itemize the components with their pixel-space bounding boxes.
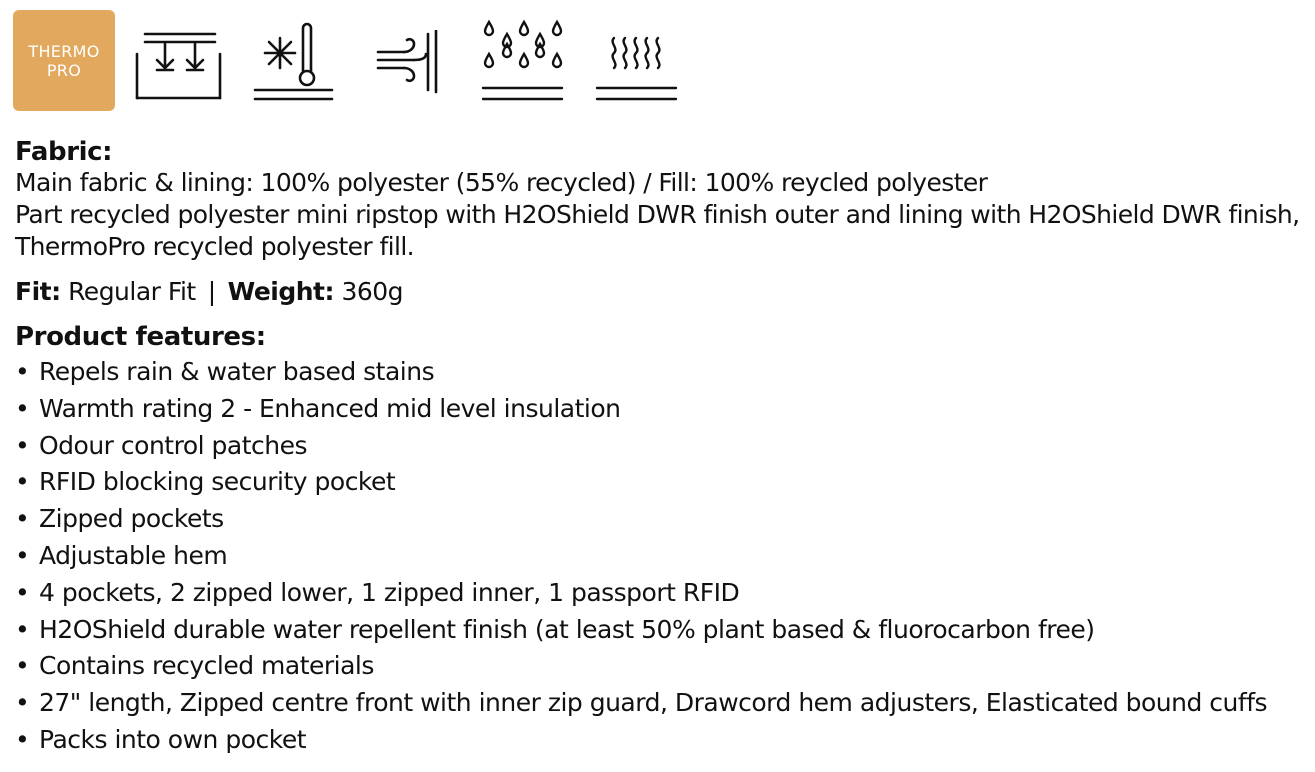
warmth-heat-icon xyxy=(594,30,680,104)
bullet: • xyxy=(15,430,30,460)
list-item xyxy=(15,648,1311,685)
water-repellent-drops-icon xyxy=(480,18,566,104)
features-list xyxy=(15,354,1311,759)
list-item xyxy=(15,464,1311,501)
feature-text: Warmth rating 2 - Enhanced mid level insulation xyxy=(39,393,621,423)
fit-label: Fit: xyxy=(15,277,61,306)
list-item xyxy=(15,538,1311,575)
feature-text: Odour control patches xyxy=(39,430,308,460)
list-item xyxy=(15,391,1311,428)
weight-label: Weight: xyxy=(227,277,335,306)
list-item xyxy=(15,354,1311,391)
feature-text: RFID blocking security pocket xyxy=(39,467,396,497)
feature-text: Packs into own pocket xyxy=(39,724,307,754)
bullet: • xyxy=(15,688,30,718)
weight-value: 360g xyxy=(341,277,404,306)
fit-weight-line xyxy=(15,276,1311,308)
feature-text: Contains recycled materials xyxy=(39,651,374,681)
bullet: • xyxy=(15,577,30,607)
badge-line-2: PRO xyxy=(46,60,82,80)
fabric-line: ThermoPro recycled polyester fill. xyxy=(15,232,415,261)
badge-line-1: THERMO xyxy=(28,41,100,61)
bullet: • xyxy=(15,357,30,386)
list-item xyxy=(15,428,1311,465)
bullet: • xyxy=(15,504,30,534)
fabric-title: Fabric: xyxy=(15,137,113,167)
feature-text: 27" length, Zipped centre front with inner zip guard, Drawcord hem adjusters, Elasticated bound cuffs xyxy=(39,688,1268,718)
feature-text: H2OShield durable water repellent finish (at least 50% plant based & fluorocarbon free) xyxy=(39,614,1095,644)
fabric-line: Main fabric & lining: 100% polyester (55% recycled) / Fill: 100% reycled polyester xyxy=(15,168,988,197)
bullet: • xyxy=(15,393,30,423)
feature-text: 4 pockets, 2 zipped lower, 1 zipped inner, 1 passport RFID xyxy=(39,577,740,607)
cold-rating-thermometer-icon xyxy=(252,20,336,104)
bullet: • xyxy=(15,467,30,497)
drawcord-hem-icon xyxy=(134,30,224,102)
list-item xyxy=(15,722,1311,759)
windproof-icon xyxy=(374,30,444,94)
feature-text: Repels rain & water based stains xyxy=(39,357,435,386)
bullet: • xyxy=(15,540,30,570)
list-item xyxy=(15,685,1311,722)
list-item xyxy=(15,612,1311,649)
fabric-line: Part recycled polyester mini ripstop with H2OShield DWR finish outer and lining with H2OShield DWR finish, xyxy=(15,200,1300,229)
feature-icon-row xyxy=(13,10,115,112)
bullet: • xyxy=(15,614,30,644)
fit-separator: | xyxy=(207,277,216,306)
product-details xyxy=(15,137,1311,759)
list-item xyxy=(15,501,1311,538)
thermopro-badge xyxy=(13,10,115,111)
fabric-description xyxy=(15,167,1311,263)
bullet: • xyxy=(15,724,30,754)
list-item xyxy=(15,575,1311,612)
fit-value: Regular Fit xyxy=(68,277,196,306)
bullet: • xyxy=(15,651,30,681)
feature-text: Zipped pockets xyxy=(39,504,224,534)
feature-text: Adjustable hem xyxy=(39,540,228,570)
features-title: Product features: xyxy=(15,322,266,352)
